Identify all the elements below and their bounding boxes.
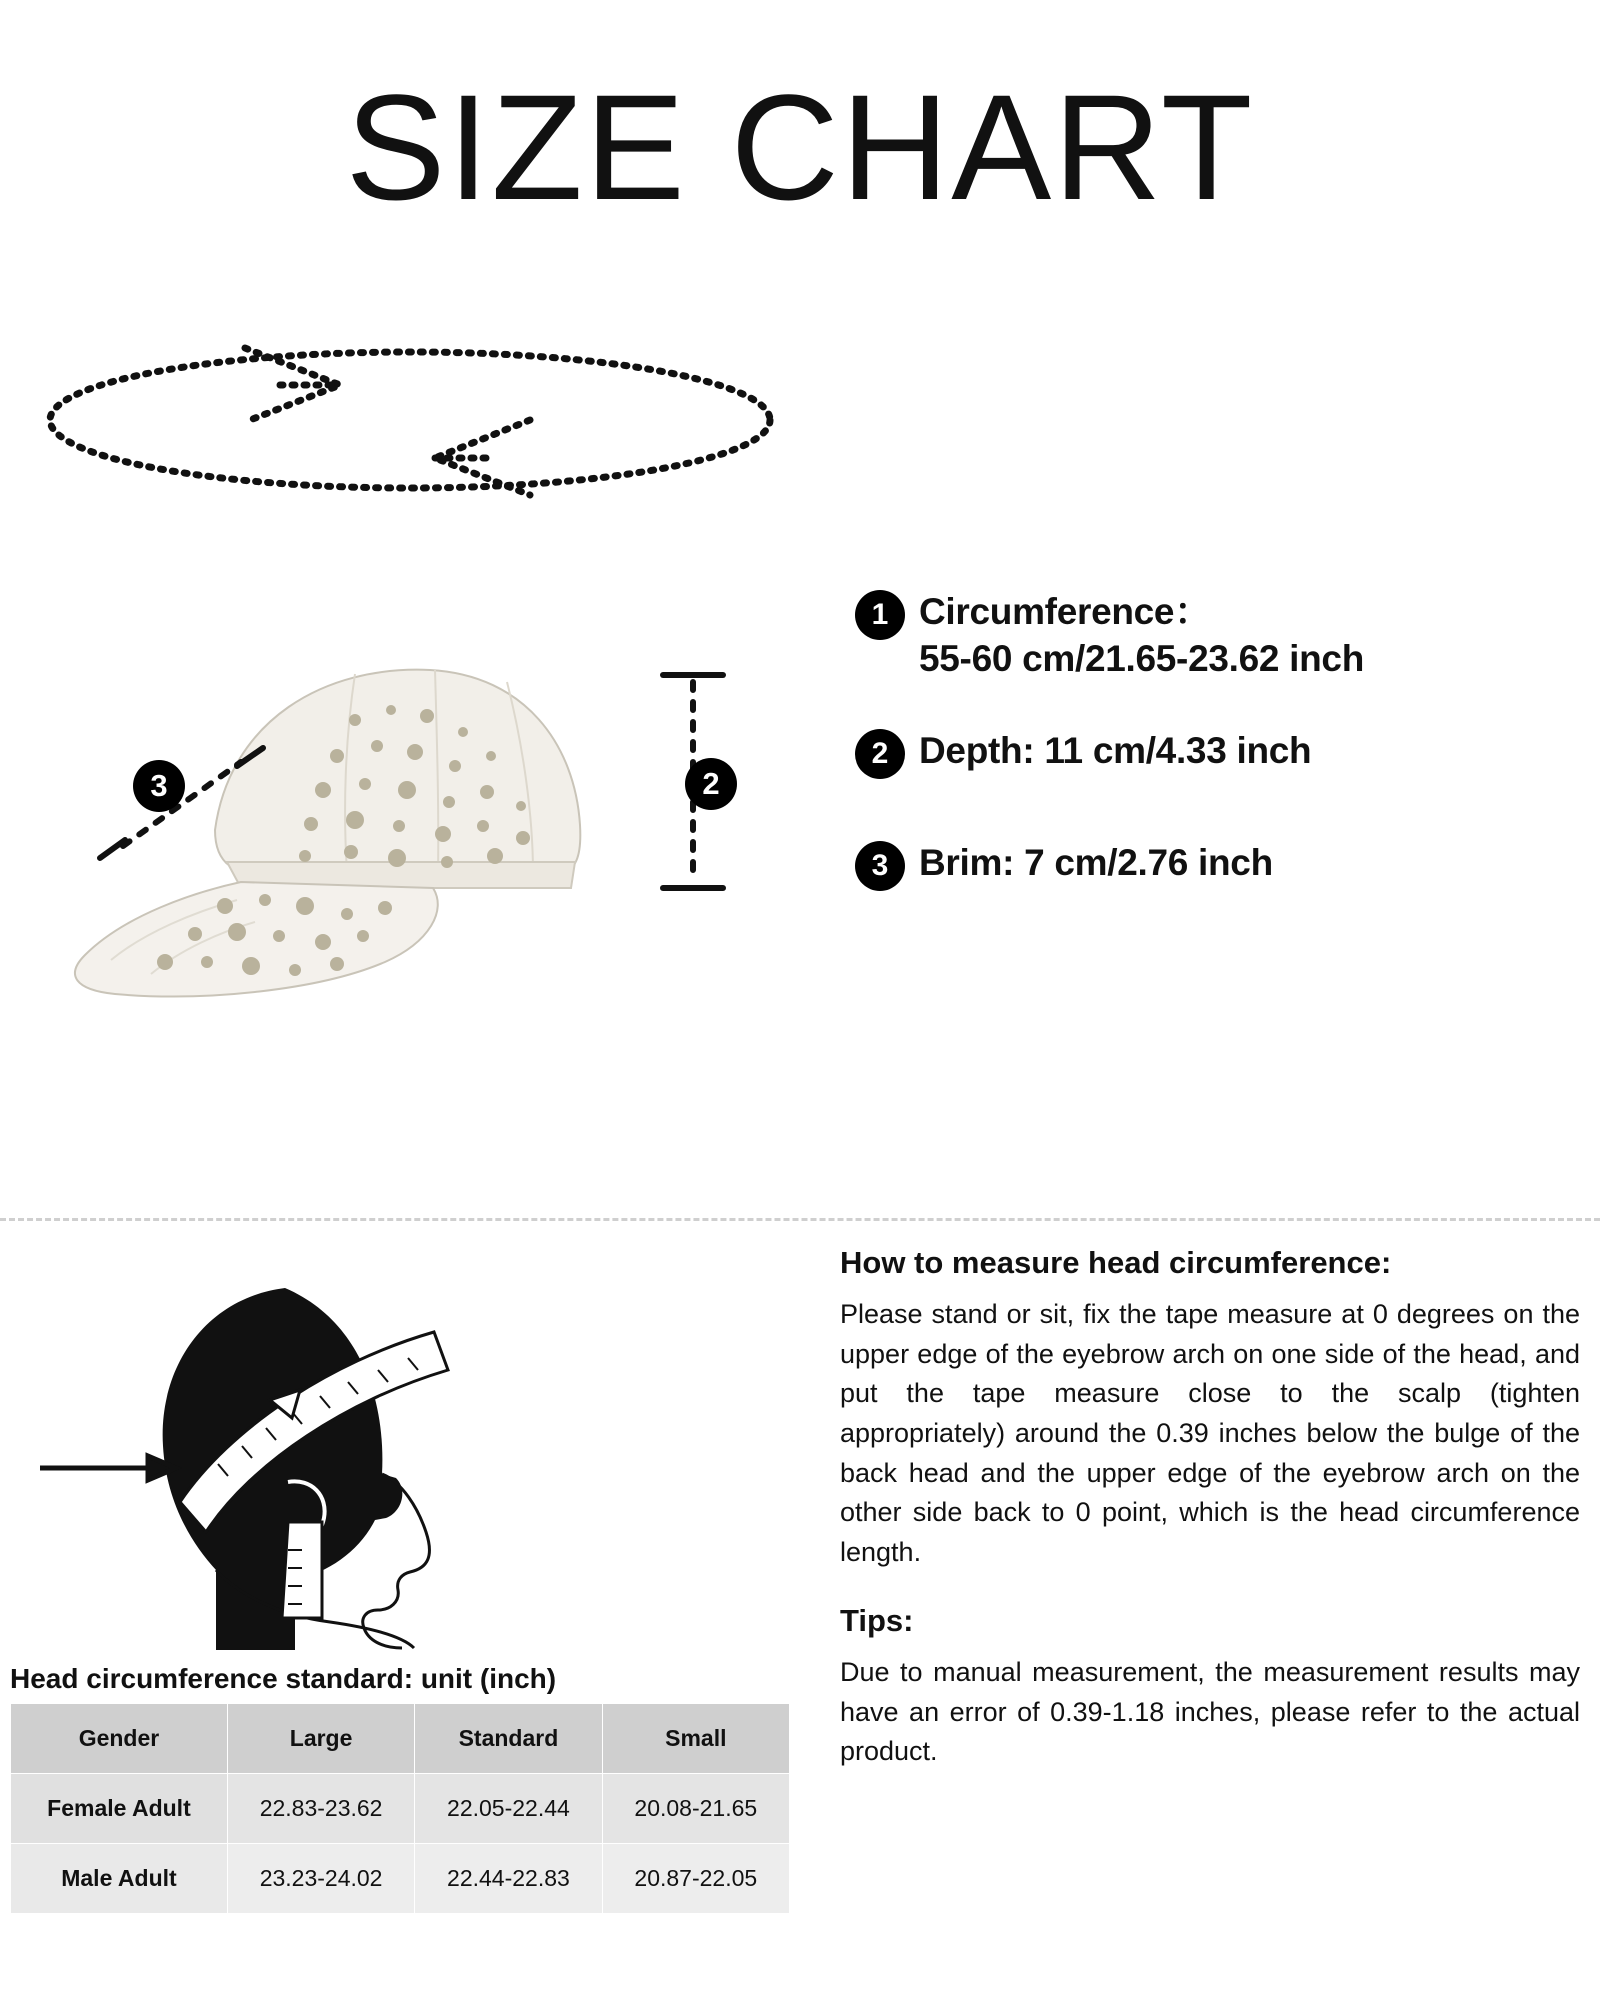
head-measure-illustration xyxy=(30,1250,800,1650)
table-row xyxy=(11,1844,790,1914)
spec-badge-3: 3 xyxy=(855,841,905,891)
circumference-loop-icon xyxy=(40,300,840,540)
spec-label-circumference: Circumference： xyxy=(919,591,1211,632)
spec-value-circumference: 55-60 cm/21.65-23.62 inch xyxy=(919,638,1365,680)
cell-gender: Female Adult xyxy=(11,1774,228,1844)
cell-large: 22.83-23.62 xyxy=(227,1774,414,1844)
size-table xyxy=(10,1703,790,1914)
hat-spec-section xyxy=(0,570,1600,1130)
measure-instructions xyxy=(840,1245,1580,1802)
measure-paragraph: Please stand or sit, fix the tape measure at 0 degrees on the upper edge of the eyebrow arch on one side of the head, and put the tape measure close to the scalp (tighten appropriately) around the 0.39 inches below the bulge of the back head and the upper edge of the eyebrow arch on the other side back to 0 point, which is the head circumference length. xyxy=(840,1299,1580,1568)
cell-small: 20.08-21.65 xyxy=(602,1774,789,1844)
spec-item-depth xyxy=(855,727,1575,779)
head-profile-icon xyxy=(30,1250,800,1650)
badge-depth: 2 xyxy=(685,758,737,810)
column-header-standard: Standard xyxy=(415,1704,602,1774)
badge-brim: 3 xyxy=(133,760,185,812)
cell-gender: Male Adult xyxy=(11,1844,228,1914)
spec-badge-2: 2 xyxy=(855,729,905,779)
tips-paragraph: Due to manual measurement, the measurement results may have an error of 0.39-1.18 inches, please refer to the actual product. xyxy=(840,1656,1580,1767)
hat-illustration xyxy=(55,570,755,1050)
spec-label-brim: Brim: 7 cm/2.76 inch xyxy=(919,841,1273,883)
table-header-row xyxy=(11,1704,790,1774)
column-header-small: Small xyxy=(602,1704,789,1774)
spec-item-brim xyxy=(855,839,1575,891)
column-header-large: Large xyxy=(227,1704,414,1774)
cell-standard: 22.44-22.83 xyxy=(415,1844,602,1914)
lower-section xyxy=(0,1245,1600,2000)
tips-heading: Tips: xyxy=(840,1602,914,1638)
cell-large: 23.23-24.02 xyxy=(227,1844,414,1914)
spec-list xyxy=(855,588,1575,935)
spec-badge-1: 1 xyxy=(855,590,905,640)
measure-heading: How to measure head circumference: xyxy=(840,1245,1392,1280)
table-caption: Head circumference standard: unit (inch) xyxy=(10,1663,557,1694)
table-row xyxy=(11,1774,790,1844)
spec-label-depth: Depth: 11 cm/4.33 inch xyxy=(919,729,1312,771)
section-divider xyxy=(0,1218,1600,1221)
page-title: SIZE CHART xyxy=(345,63,1255,231)
spec-item-circumference xyxy=(855,588,1575,683)
circumference-diagram xyxy=(0,300,1600,560)
cell-small: 20.87-22.05 xyxy=(602,1844,789,1914)
cell-standard: 22.05-22.44 xyxy=(415,1774,602,1844)
column-header-gender: Gender xyxy=(11,1704,228,1774)
